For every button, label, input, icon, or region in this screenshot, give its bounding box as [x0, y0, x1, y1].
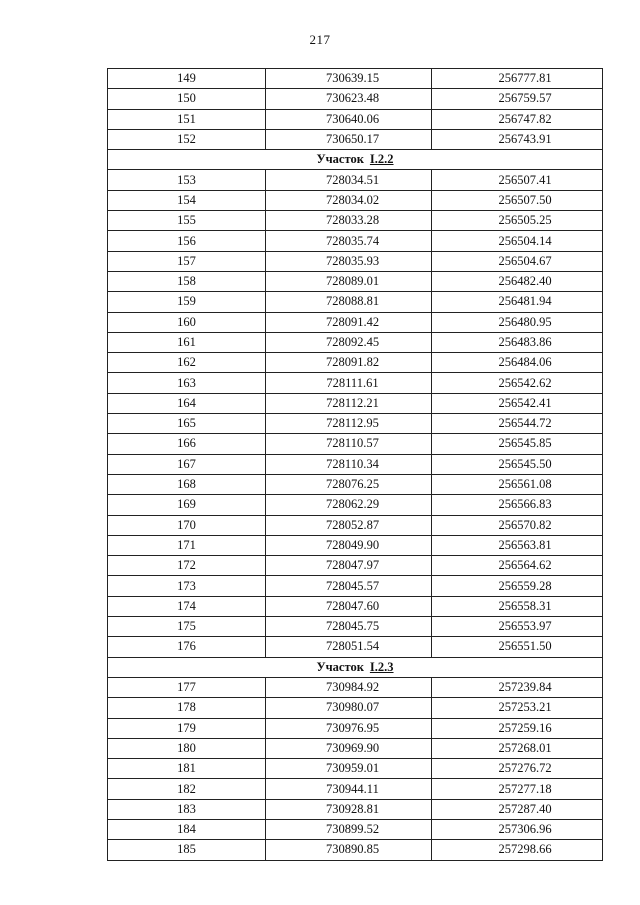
table-row	[108, 718, 603, 738]
table-row	[108, 474, 603, 494]
y-coordinate-cell: 256558.31	[432, 596, 603, 616]
table-row	[108, 596, 603, 616]
y-coordinate-cell: 256545.50	[432, 454, 603, 474]
y-coordinate-cell: 257277.18	[432, 779, 603, 799]
y-coordinate-cell: 257253.21	[432, 698, 603, 718]
x-coordinate-cell: 730639.15	[266, 69, 432, 89]
point-number-cell: 164	[108, 393, 266, 413]
point-number-cell: 175	[108, 617, 266, 637]
y-coordinate-cell: 256507.41	[432, 170, 603, 190]
coordinates-table-container	[107, 68, 577, 861]
table-row	[108, 69, 603, 89]
table-row	[108, 109, 603, 129]
y-coordinate-cell: 256504.14	[432, 231, 603, 251]
x-coordinate-cell: 728034.51	[266, 170, 432, 190]
table-row	[108, 231, 603, 251]
x-coordinate-cell: 730650.17	[266, 129, 432, 149]
point-number-cell: 172	[108, 556, 266, 576]
x-coordinate-cell: 728052.87	[266, 515, 432, 535]
point-number-cell: 152	[108, 129, 266, 149]
point-number-cell: 159	[108, 292, 266, 312]
y-coordinate-cell: 257306.96	[432, 819, 603, 839]
point-number-cell: 167	[108, 454, 266, 474]
point-number-cell: 180	[108, 738, 266, 758]
section-header-row	[108, 150, 603, 170]
x-coordinate-cell: 730623.48	[266, 89, 432, 109]
y-coordinate-cell: 256505.25	[432, 211, 603, 231]
x-coordinate-cell: 728051.54	[266, 637, 432, 657]
table-row	[108, 637, 603, 657]
table-row	[108, 698, 603, 718]
point-number-cell: 171	[108, 535, 266, 555]
x-coordinate-cell: 728034.02	[266, 190, 432, 210]
table-row	[108, 535, 603, 555]
point-number-cell: 184	[108, 819, 266, 839]
x-coordinate-cell: 728089.01	[266, 271, 432, 291]
table-row	[108, 89, 603, 109]
point-number-cell: 165	[108, 414, 266, 434]
coordinates-table-body	[108, 69, 603, 861]
x-coordinate-cell: 730980.07	[266, 698, 432, 718]
y-coordinate-cell: 256759.57	[432, 89, 603, 109]
y-coordinate-cell: 256484.06	[432, 353, 603, 373]
x-coordinate-cell: 728047.60	[266, 596, 432, 616]
coordinates-table	[107, 68, 603, 861]
table-row	[108, 129, 603, 149]
x-coordinate-cell: 728111.61	[266, 373, 432, 393]
y-coordinate-cell: 256566.83	[432, 495, 603, 515]
point-number-cell: 185	[108, 840, 266, 860]
y-coordinate-cell: 256777.81	[432, 69, 603, 89]
y-coordinate-cell: 256564.62	[432, 556, 603, 576]
point-number-cell: 158	[108, 271, 266, 291]
point-number-cell: 160	[108, 312, 266, 332]
point-number-cell: 170	[108, 515, 266, 535]
x-coordinate-cell: 728062.29	[266, 495, 432, 515]
x-coordinate-cell: 728045.75	[266, 617, 432, 637]
x-coordinate-cell: 730959.01	[266, 759, 432, 779]
x-coordinate-cell: 728033.28	[266, 211, 432, 231]
table-row	[108, 373, 603, 393]
y-coordinate-cell: 256482.40	[432, 271, 603, 291]
point-number-cell: 181	[108, 759, 266, 779]
table-row	[108, 271, 603, 291]
y-coordinate-cell: 256747.82	[432, 109, 603, 129]
table-row	[108, 799, 603, 819]
table-row	[108, 515, 603, 535]
y-coordinate-cell: 256551.50	[432, 637, 603, 657]
point-number-cell: 154	[108, 190, 266, 210]
section-header-cell	[108, 150, 603, 170]
y-coordinate-cell: 256542.62	[432, 373, 603, 393]
x-coordinate-cell: 730984.92	[266, 677, 432, 697]
x-coordinate-cell: 728110.34	[266, 454, 432, 474]
y-coordinate-cell: 257259.16	[432, 718, 603, 738]
table-row	[108, 434, 603, 454]
x-coordinate-cell: 728049.90	[266, 535, 432, 555]
section-header-row	[108, 657, 603, 677]
section-label: Участок	[316, 659, 364, 674]
y-coordinate-cell: 257287.40	[432, 799, 603, 819]
y-coordinate-cell: 256544.72	[432, 414, 603, 434]
table-row	[108, 170, 603, 190]
x-coordinate-cell: 728091.42	[266, 312, 432, 332]
x-coordinate-cell: 728112.21	[266, 393, 432, 413]
point-number-cell: 163	[108, 373, 266, 393]
x-coordinate-cell: 730928.81	[266, 799, 432, 819]
x-coordinate-cell: 730899.52	[266, 819, 432, 839]
x-coordinate-cell: 730890.85	[266, 840, 432, 860]
point-number-cell: 177	[108, 677, 266, 697]
table-row	[108, 454, 603, 474]
table-row	[108, 556, 603, 576]
section-code: I.2.2	[369, 152, 394, 167]
x-coordinate-cell: 728110.57	[266, 434, 432, 454]
table-row	[108, 738, 603, 758]
table-row	[108, 190, 603, 210]
y-coordinate-cell: 257268.01	[432, 738, 603, 758]
table-row	[108, 211, 603, 231]
x-coordinate-cell: 728112.95	[266, 414, 432, 434]
y-coordinate-cell: 256542.41	[432, 393, 603, 413]
point-number-cell: 182	[108, 779, 266, 799]
point-number-cell: 149	[108, 69, 266, 89]
x-coordinate-cell: 728076.25	[266, 474, 432, 494]
point-number-cell: 150	[108, 89, 266, 109]
point-number-cell: 166	[108, 434, 266, 454]
table-row	[108, 495, 603, 515]
x-coordinate-cell: 730969.90	[266, 738, 432, 758]
y-coordinate-cell: 257239.84	[432, 677, 603, 697]
x-coordinate-cell: 728035.74	[266, 231, 432, 251]
x-coordinate-cell: 728091.82	[266, 353, 432, 373]
x-coordinate-cell: 728092.45	[266, 332, 432, 352]
table-row	[108, 353, 603, 373]
table-row	[108, 312, 603, 332]
point-number-cell: 173	[108, 576, 266, 596]
table-row	[108, 819, 603, 839]
section-code: I.2.3	[369, 659, 394, 674]
table-row	[108, 677, 603, 697]
table-row	[108, 414, 603, 434]
section-header-cell	[108, 657, 603, 677]
y-coordinate-cell: 256504.67	[432, 251, 603, 271]
point-number-cell: 153	[108, 170, 266, 190]
y-coordinate-cell: 256481.94	[432, 292, 603, 312]
point-number-cell: 157	[108, 251, 266, 271]
y-coordinate-cell: 256570.82	[432, 515, 603, 535]
y-coordinate-cell: 256480.95	[432, 312, 603, 332]
point-number-cell: 183	[108, 799, 266, 819]
point-number-cell: 174	[108, 596, 266, 616]
y-coordinate-cell: 256483.86	[432, 332, 603, 352]
table-row	[108, 292, 603, 312]
x-coordinate-cell: 728045.57	[266, 576, 432, 596]
point-number-cell: 178	[108, 698, 266, 718]
point-number-cell: 151	[108, 109, 266, 129]
page-number: 217	[309, 32, 331, 47]
point-number-cell: 176	[108, 637, 266, 657]
table-row	[108, 779, 603, 799]
section-label: Участок	[316, 152, 364, 167]
point-number-cell: 168	[108, 474, 266, 494]
x-coordinate-cell: 730976.95	[266, 718, 432, 738]
point-number-cell: 156	[108, 231, 266, 251]
table-row	[108, 576, 603, 596]
point-number-cell: 162	[108, 353, 266, 373]
x-coordinate-cell: 728047.97	[266, 556, 432, 576]
y-coordinate-cell: 256553.97	[432, 617, 603, 637]
x-coordinate-cell: 730640.06	[266, 109, 432, 129]
y-coordinate-cell: 256743.91	[432, 129, 603, 149]
x-coordinate-cell: 728035.93	[266, 251, 432, 271]
y-coordinate-cell: 257298.66	[432, 840, 603, 860]
table-row	[108, 759, 603, 779]
point-number-cell: 179	[108, 718, 266, 738]
y-coordinate-cell: 256507.50	[432, 190, 603, 210]
table-row	[108, 251, 603, 271]
point-number-cell: 169	[108, 495, 266, 515]
y-coordinate-cell: 256561.08	[432, 474, 603, 494]
y-coordinate-cell: 256545.85	[432, 434, 603, 454]
point-number-cell: 155	[108, 211, 266, 231]
point-number-cell: 161	[108, 332, 266, 352]
y-coordinate-cell: 256563.81	[432, 535, 603, 555]
x-coordinate-cell: 730944.11	[266, 779, 432, 799]
table-row	[108, 393, 603, 413]
y-coordinate-cell: 256559.28	[432, 576, 603, 596]
table-row	[108, 840, 603, 860]
y-coordinate-cell: 257276.72	[432, 759, 603, 779]
table-row	[108, 617, 603, 637]
table-row	[108, 332, 603, 352]
x-coordinate-cell: 728088.81	[266, 292, 432, 312]
